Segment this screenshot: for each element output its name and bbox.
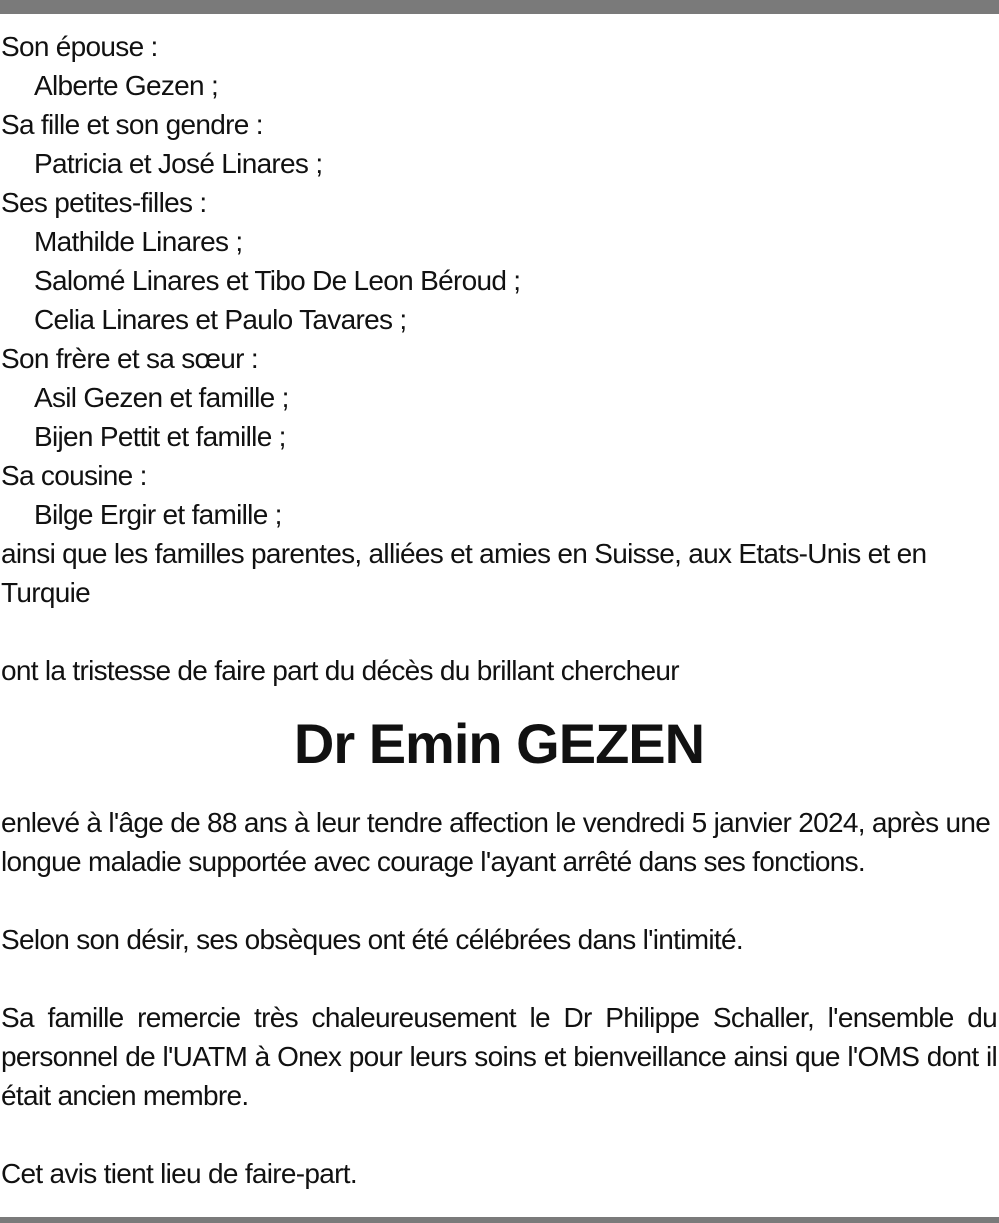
spacer xyxy=(1,959,997,998)
announcement-text: ont la tristesse de faire part du décès du brillant chercheur xyxy=(1,655,679,686)
survivor-name: Asil Gezen et famille ; xyxy=(34,382,289,413)
survivor-label-daughter: Sa fille et son gendre : xyxy=(1,109,263,140)
spacer xyxy=(1,612,997,651)
survivor-name: Salomé Linares et Tibo De Leon Béroud ; xyxy=(34,265,521,296)
spacer xyxy=(1,881,997,920)
survivor-name: Alberte Gezen ; xyxy=(34,70,219,101)
survivor-name: Celia Linares et Paulo Tavares ; xyxy=(34,304,407,335)
thanks-paragraph: Sa famille remercie très chaleureusement le Dr Philippe Schaller, l'ensemble du personnel de l'UATM à Onex pour leurs soins et bienveillance ainsi que l'OMS dont il était ancien membre. xyxy=(1,1002,997,1111)
extended-family-text: ainsi que les familles parentes, alliées et amies en Suisse, aux Etats-Unis et en Turquie xyxy=(1,538,927,608)
closing-text: Cet avis tient lieu de faire-part. xyxy=(1,1158,357,1189)
obituary-notice xyxy=(1,27,997,1193)
death-details-paragraph: enlevé à l'âge de 88 ans à leur tendre affection le vendredi 5 janvier 2024, après une longue maladie supportée avec courage l'ayant arrêté dans ses fonctions. xyxy=(1,807,991,877)
survivor-label-granddaughters: Ses petites-filles : xyxy=(1,187,207,218)
bottom-border-rule xyxy=(0,1217,999,1223)
spacer xyxy=(1,1115,997,1154)
survivor-name: Patricia et José Linares ; xyxy=(34,148,323,179)
survivor-name: Bilge Ergir et famille ; xyxy=(34,499,282,530)
survivor-name: Bijen Pettit et famille ; xyxy=(34,421,286,452)
funeral-note-paragraph: Selon son désir, ses obsèques ont été célébrées dans l'intimité. xyxy=(1,924,743,955)
deceased-name-heading: Dr Emin GEZEN xyxy=(293,712,705,775)
top-border-rule xyxy=(0,0,999,14)
survivor-label-siblings: Son frère et sa sœur : xyxy=(1,343,258,374)
survivor-label-cousin: Sa cousine : xyxy=(1,460,147,491)
survivor-name: Mathilde Linares ; xyxy=(34,226,243,257)
survivor-label-spouse: Son épouse : xyxy=(1,31,158,62)
